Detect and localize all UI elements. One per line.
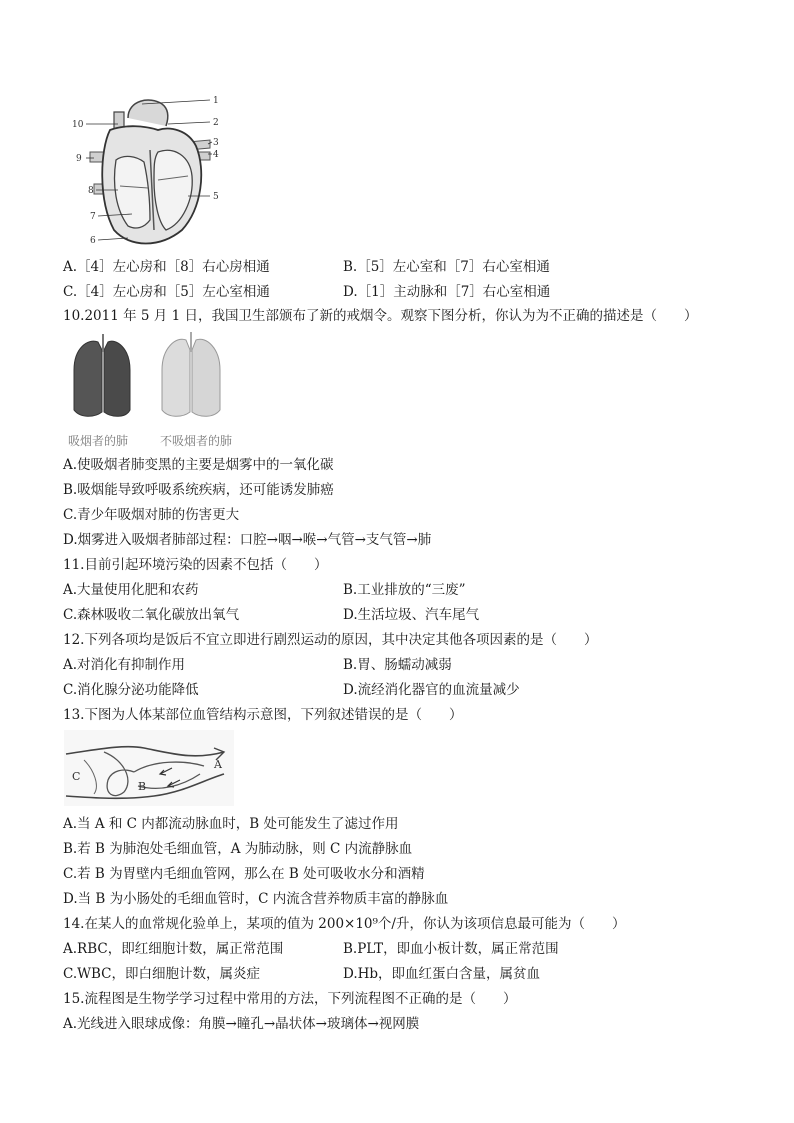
heart-label-9: 9 bbox=[76, 154, 82, 164]
q9-option-b: B.［5］左心室和［7］右心室相通 bbox=[343, 259, 550, 275]
heart-label-3: 3 bbox=[213, 138, 219, 148]
q14-option-a: A.RBC，即红细胞计数，属正常范围 bbox=[63, 941, 284, 957]
q12-stem: 12.下列各项均是饭后不宜立即进行剧烈运动的原因，其中决定其他各项因素的是（ ） bbox=[63, 632, 598, 648]
q13-option-d: D.当 B 为小肠处的毛细血管时，C 内流含营养物质丰富的静脉血 bbox=[63, 891, 449, 907]
q10-option-d: D.烟雾进入吸烟者肺部过程：口腔→咽→喉→气管→支气管→肺 bbox=[63, 532, 432, 548]
vessel-label-a: A bbox=[214, 758, 222, 771]
q12-option-d: D.流经消化器官的血流量减少 bbox=[343, 682, 520, 698]
q15-option-a: A.光线进入眼球成像：角膜→瞳孔→晶状体→玻璃体→视网膜 bbox=[63, 1016, 420, 1032]
q14-option-d: D.Hb，即血红蛋白含量，属贫血 bbox=[343, 966, 541, 982]
q11-stem: 11.目前引起环境污染的因素不包括（ ） bbox=[63, 557, 328, 573]
heart-diagram bbox=[70, 90, 230, 250]
q13-stem: 13.下图为人体某部位血管结构示意图，下列叙述错误的是（ ） bbox=[63, 707, 463, 723]
q13-option-c: C.若 B 为胃壁内毛细血管网，那么在 B 处可吸收水分和酒精 bbox=[63, 866, 425, 882]
q11-option-d: D.生活垃圾、汽车尾气 bbox=[343, 607, 480, 623]
q10-option-c: C.青少年吸烟对肺的伤害更大 bbox=[63, 507, 240, 523]
vessel-label-c: C bbox=[72, 770, 81, 783]
caption-nonsmoker-lung: 不吸烟者的肺 bbox=[160, 434, 233, 448]
blood-vessel-diagram bbox=[64, 730, 234, 806]
q13-option-a: A.当 A 和 C 内都流动脉血时，B 处可能发生了滤过作用 bbox=[63, 816, 399, 832]
heart-label-2: 2 bbox=[213, 118, 219, 128]
heart-label-4: 4 bbox=[213, 150, 219, 160]
q10-option-b: B.吸烟能导致呼吸系统疾病，还可能诱发肺癌 bbox=[63, 482, 334, 498]
q12-option-a: A.对消化有抑制作用 bbox=[63, 657, 186, 673]
q10-stem: 10.2011 年 5 月 1 日，我国卫生部颁布了新的戒烟令。观察下图分析，你认为为不正确的描述是（ ） bbox=[63, 308, 698, 324]
q9-option-a: A.［4］左心房和［8］右心房相通 bbox=[63, 259, 270, 275]
heart-label-7: 7 bbox=[90, 212, 96, 222]
heart-label-5: 5 bbox=[213, 192, 219, 202]
q14-option-c: C.WBC，即白细胞计数，属炎症 bbox=[63, 966, 261, 982]
heart-label-10: 10 bbox=[72, 120, 84, 130]
q12-option-b: B.胃、肠蠕动减弱 bbox=[343, 657, 452, 673]
q11-option-b: B.工业排放的“三废” bbox=[343, 582, 466, 598]
caption-smoker-lung: 吸烟者的肺 bbox=[68, 434, 129, 448]
heart-label-8: 8 bbox=[88, 186, 94, 196]
q12-option-c: C.消化腺分泌功能降低 bbox=[63, 682, 199, 698]
q9-option-d: D.［1］主动脉和［7］右心室相通 bbox=[343, 284, 551, 300]
q11-option-a: A.大量使用化肥和农药 bbox=[63, 582, 199, 598]
vessel-label-b: B bbox=[138, 780, 147, 793]
q9-option-c: C.［4］左心房和［5］左心室相通 bbox=[63, 284, 270, 300]
lung-images bbox=[66, 330, 246, 430]
q15-stem: 15.流程图是生物学学习过程中常用的方法，下列流程图不正确的是（ ） bbox=[63, 991, 517, 1007]
q11-option-c: C.森林吸收二氧化碳放出氧气 bbox=[63, 607, 240, 623]
q14-option-b: B.PLT，即血小板计数，属正常范围 bbox=[343, 941, 559, 957]
q10-option-a: A.使吸烟者肺变黑的主要是烟雾中的一氧化碳 bbox=[63, 457, 334, 473]
heart-label-1: 1 bbox=[213, 96, 219, 106]
q14-stem: 14.在某人的血常规化验单上，某项的值为 200×10⁹个/升，你认为该项信息最可能为（ ） bbox=[63, 916, 626, 932]
heart-label-6: 6 bbox=[90, 236, 96, 246]
q13-option-b: B.若 B 为肺泡处毛细血管，A 为肺动脉，则 C 内流静脉血 bbox=[63, 841, 413, 857]
